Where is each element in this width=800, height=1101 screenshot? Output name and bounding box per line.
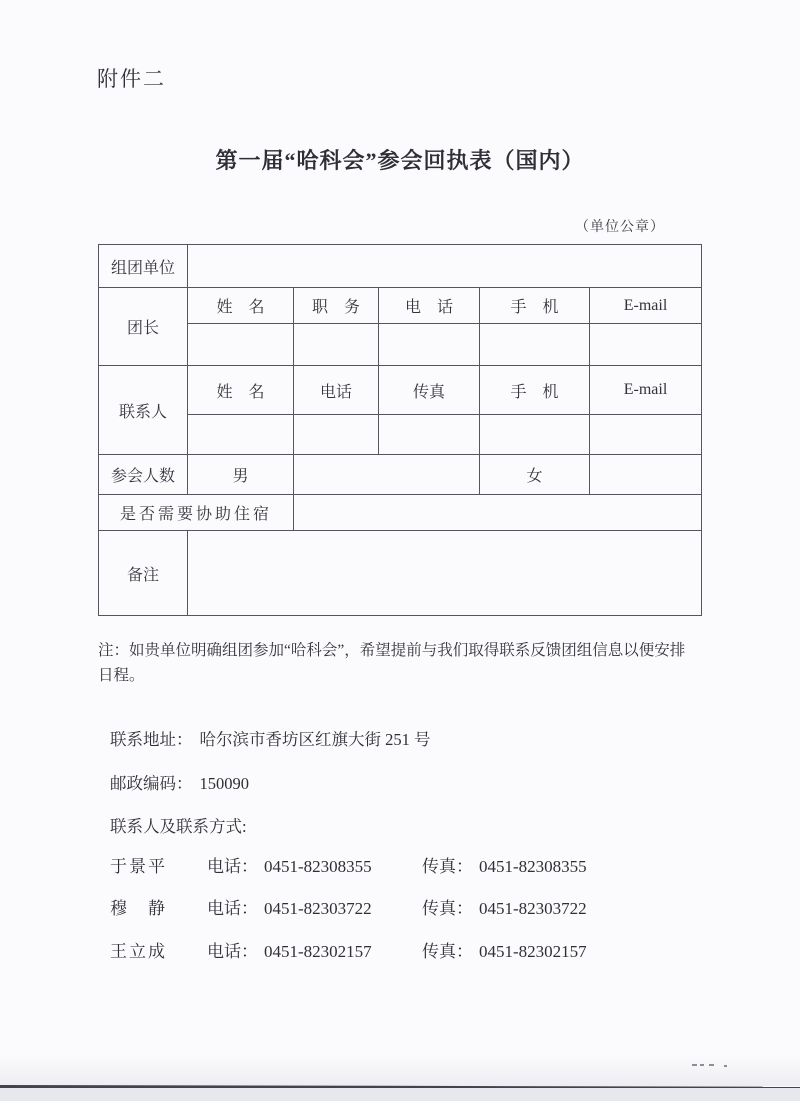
address-value: 哈尔滨市香坊区红旗大街 251 号: [199, 730, 431, 749]
remarks-blank-cell: [188, 531, 702, 616]
contact-label: 联系人: [99, 366, 188, 455]
table-row: [99, 531, 702, 616]
male-label: 男: [188, 455, 294, 495]
group-unit-label: 组团单位: [99, 245, 188, 288]
postal-value: 150090: [199, 774, 249, 793]
accommodation-label: 是否需要协助住宿: [99, 495, 294, 531]
contact-phone-blank-cell: [294, 415, 379, 455]
phone-label: 电话：: [207, 899, 258, 918]
contact-header-mobile: 手 机: [480, 366, 590, 415]
seal-note: （单位公章）: [575, 220, 665, 235]
leader-email-blank-cell: [590, 324, 702, 366]
fax-label: 传真：: [422, 942, 473, 961]
group-unit-blank-cell: [188, 245, 702, 288]
fax-number: 0451-82308355: [479, 857, 587, 876]
reply-form-table: [98, 244, 702, 616]
phone-number: 0451-82308355: [264, 857, 372, 876]
accommodation-blank-cell: [294, 495, 702, 531]
leader-header-email: E-mail: [590, 288, 702, 324]
fax-number: 0451-82302157: [479, 942, 587, 961]
scan-speck: [724, 1065, 727, 1067]
contact-name: 于景平: [110, 857, 167, 876]
table-row: [99, 288, 702, 324]
footnote-line-2: 日程。: [98, 667, 145, 684]
postal-line: [110, 770, 249, 794]
fax-number: 0451-82303722: [479, 899, 587, 918]
remarks-label: 备注: [99, 531, 188, 616]
scan-speck: [692, 1064, 697, 1066]
contact-email-blank-cell: [590, 415, 702, 455]
attachment-label: 附件二: [97, 67, 166, 91]
contact-row: [110, 852, 670, 874]
address-line: [110, 726, 431, 750]
contacts-heading: 联系人及联系方式:: [110, 817, 247, 836]
contact-name: 穆 静: [110, 899, 167, 918]
leader-header-position: 职 务: [294, 288, 379, 324]
scanner-background: [0, 1088, 800, 1101]
phone-number: 0451-82303722: [264, 899, 372, 918]
page-title: 第一届“哈科会”参会回执表（国内）: [215, 148, 585, 173]
table-row: [99, 415, 702, 455]
postal-label: 邮政编码：: [110, 774, 193, 793]
address-label: 联系地址：: [110, 730, 193, 749]
contact-name: 王立成: [110, 942, 167, 961]
table-row: [99, 495, 702, 531]
fax-label: 传真：: [422, 857, 473, 876]
table-row: [99, 455, 702, 495]
phone-label: 电话：: [207, 942, 258, 961]
leader-phone-blank-cell: [379, 324, 480, 366]
fax-label: 传真：: [422, 899, 473, 918]
scan-speck: [700, 1064, 704, 1066]
leader-position-blank-cell: [294, 324, 379, 366]
contact-name-blank-cell: [188, 415, 294, 455]
contact-row: [110, 937, 670, 959]
contact-mobile-blank-cell: [480, 415, 590, 455]
contact-fax-blank-cell: [379, 415, 480, 455]
table-row: [99, 245, 702, 288]
leader-header-mobile: 手 机: [480, 288, 590, 324]
contact-header-fax: 传真: [379, 366, 480, 415]
phone-label: 电话：: [207, 857, 258, 876]
scan-speck: [709, 1064, 714, 1066]
contact-header-name: 姓 名: [188, 366, 294, 415]
female-count-blank-cell: [590, 455, 702, 495]
table-row: [99, 324, 702, 366]
contact-header-email: E-mail: [590, 366, 702, 415]
footnote: [98, 638, 710, 688]
female-label: 女: [480, 455, 590, 495]
table-row: [99, 366, 702, 415]
contact-row: [110, 894, 670, 916]
phone-number: 0451-82302157: [264, 942, 372, 961]
male-count-blank-cell: [294, 455, 480, 495]
leader-header-name: 姓 名: [188, 288, 294, 324]
contact-header-phone: 电话: [294, 366, 379, 415]
leader-mobile-blank-cell: [480, 324, 590, 366]
leader-label: 团长: [99, 288, 188, 366]
scan-bottom-shadow: [0, 1056, 800, 1086]
footnote-line-1: 注：如贵单位明确组团参加“哈科会”，希望提前与我们取得联系反馈团组信息以便安排: [98, 642, 686, 659]
leader-name-blank-cell: [188, 324, 294, 366]
attendees-label: 参会人数: [99, 455, 188, 495]
leader-header-phone: 电 话: [379, 288, 480, 324]
